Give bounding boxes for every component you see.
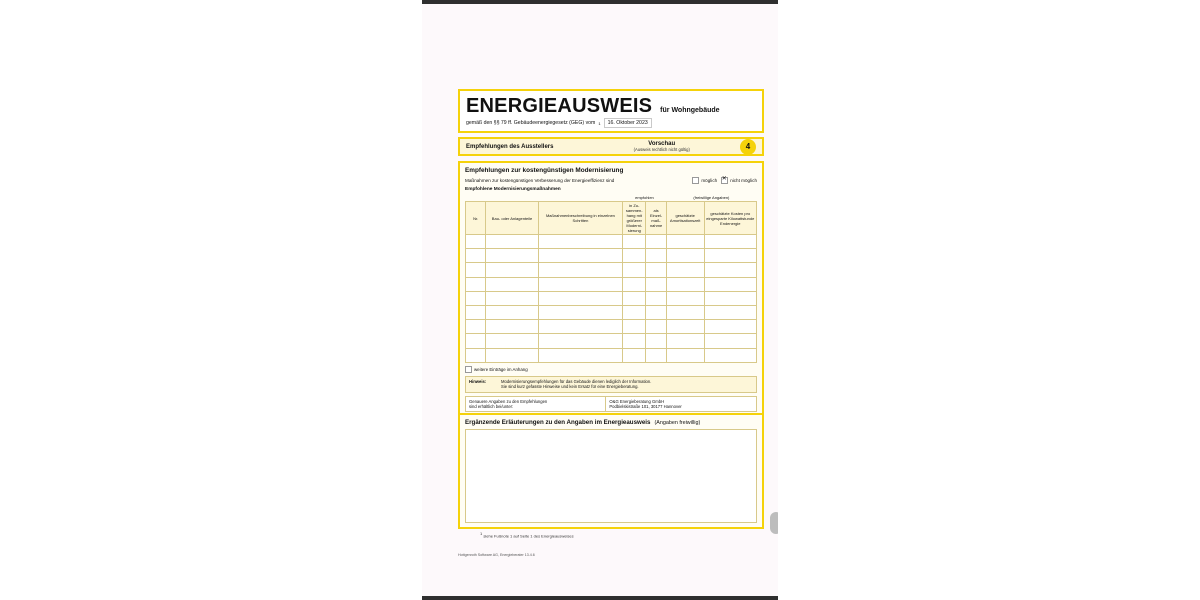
issuer-details (606, 397, 756, 412)
cell-with-modernisation[interactable] (623, 334, 646, 348)
cell-component[interactable] (486, 348, 538, 362)
cell-nr[interactable] (466, 249, 486, 263)
left-gutter (0, 0, 422, 600)
column-header-cost-per-kwh: geschätzte Kosten pro eingesparte Kilowattstunde Endenergie (704, 202, 756, 235)
cell-amortisation[interactable] (666, 348, 704, 362)
cell-cost-per-kwh[interactable] (704, 334, 756, 348)
checkbox-further-entries[interactable] (465, 366, 472, 373)
issuer-question-line1: Genauere Angaben zu den Empfehlungen (469, 398, 548, 404)
table-row[interactable] (466, 291, 757, 305)
law-reference-row (466, 118, 756, 128)
cell-with-modernisation[interactable] (623, 277, 646, 291)
checkbox-not-possible[interactable] (721, 177, 728, 184)
cell-cost-per-kwh[interactable] (704, 263, 756, 277)
law-reference-text: gemäß den §§ 79 ff. Gebäudeenergiegesetz (GEG) vom (466, 120, 596, 126)
cell-component[interactable] (486, 291, 538, 305)
imprint: Hottgenroth Software AG, Energieberater 13.4.6 (458, 553, 535, 557)
cell-description[interactable] (538, 235, 622, 249)
issuer-company-name: O&G Energieberatung GmbH (609, 398, 665, 404)
hinweis-label: Hinweis: (469, 378, 487, 384)
table-row[interactable] (466, 348, 757, 362)
cell-single-measure[interactable] (646, 277, 666, 291)
issuer-question-line2: sind erhältlich bei/unter: (469, 403, 514, 409)
column-header-with-modernisation: in Zusammenhang mit größerer Modernisierung (623, 202, 646, 235)
table-group-header-row (466, 194, 757, 202)
cell-description[interactable] (538, 334, 622, 348)
footnote-marker: 1 (480, 531, 483, 536)
document-subtitle: für Wohngebäude (660, 107, 720, 114)
group-header-voluntary: (freiwillige Angaben) (666, 194, 756, 202)
hinweis-text-line2: Sie sind kurz gefasste Hinweise und kein Ersatz für eine Energieberatung. (501, 384, 639, 390)
cell-nr[interactable] (466, 334, 486, 348)
cell-cost-per-kwh[interactable] (704, 235, 756, 249)
cell-with-modernisation[interactable] (623, 235, 646, 249)
further-entries-label: weitere Einträge im Anhang (474, 366, 528, 372)
page-number-badge: 4 (740, 139, 756, 155)
option-possible-label: möglich (701, 178, 718, 183)
cell-component[interactable] (486, 334, 538, 348)
table-header (466, 194, 757, 235)
cell-nr[interactable] (466, 305, 486, 319)
option-not-possible[interactable] (721, 177, 757, 184)
cell-amortisation[interactable] (666, 305, 704, 319)
cell-description[interactable] (538, 291, 622, 305)
cell-amortisation[interactable] (666, 277, 704, 291)
column-header-amortisation: geschätzte Amortisationszeit (666, 202, 704, 235)
cell-with-modernisation[interactable] (623, 348, 646, 362)
issuer-contact-box (465, 396, 757, 413)
cell-component[interactable] (486, 235, 538, 249)
option-not-possible-label: nicht möglich (730, 178, 757, 183)
cell-single-measure[interactable] (646, 320, 666, 334)
notes-input-area[interactable] (465, 429, 757, 523)
preview-title: Vorschau (648, 141, 676, 147)
cell-single-measure[interactable] (646, 305, 666, 319)
column-header-single-measure: als Einzelmaßnahme (646, 202, 666, 235)
table-body (466, 235, 757, 363)
card-title: Empfehlungen zur kostengünstigen Modernisierung (465, 167, 624, 174)
page-bottom-edge (422, 596, 778, 600)
table-row[interactable] (466, 277, 757, 291)
table-column-header-row (466, 202, 757, 235)
cell-description[interactable] (538, 277, 622, 291)
cell-cost-per-kwh[interactable] (704, 320, 756, 334)
law-reference-footnote-marker: 1 (598, 120, 601, 126)
cell-with-modernisation[interactable] (623, 305, 646, 319)
cell-component[interactable] (486, 277, 538, 291)
document-header (458, 89, 764, 133)
cell-component[interactable] (486, 249, 538, 263)
preview-note: (Ausweis rechtlich nicht gültig) (633, 147, 690, 152)
cell-description[interactable] (538, 249, 622, 263)
hinweis-text-line1: Modernisierungsempfehlungen für das Gebäude dienen lediglich der Information. (501, 378, 652, 384)
cell-component[interactable] (486, 263, 538, 277)
column-header-component: Bau- oder Anlagenteile (486, 202, 538, 235)
table-row[interactable] (466, 334, 757, 348)
cell-component[interactable] (486, 305, 538, 319)
title-row (466, 95, 756, 117)
measure-question-row (465, 177, 757, 184)
issuer-address: Podbielskistraße 101, 30177 Hannover (609, 403, 682, 409)
further-entries-row[interactable] (465, 366, 757, 373)
notes-subtitle: (Angaben freiwillig) (654, 420, 701, 426)
notes-title-row (465, 419, 757, 426)
cell-cost-per-kwh[interactable] (704, 291, 756, 305)
cell-description[interactable] (538, 305, 622, 319)
document-page (422, 0, 778, 600)
cell-amortisation[interactable] (666, 235, 704, 249)
hinweis-box (465, 376, 757, 393)
preview-indicator (583, 141, 740, 152)
measure-question-text: Maßnahmen zur kostengünstigen Verbesserung der Energieeffizienz sind (465, 178, 615, 183)
issuer-question (466, 397, 606, 412)
hinweis-text (501, 379, 651, 390)
option-possible[interactable] (692, 177, 717, 184)
cell-amortisation[interactable] (666, 249, 704, 263)
cell-with-modernisation[interactable] (623, 249, 646, 263)
page-top-edge (422, 0, 778, 4)
group-header-spacer (538, 194, 622, 202)
table-row[interactable] (466, 249, 757, 263)
table-row[interactable] (466, 320, 757, 334)
cell-single-measure[interactable] (646, 334, 666, 348)
cell-nr[interactable] (466, 235, 486, 249)
cell-cost-per-kwh[interactable] (704, 305, 756, 319)
scrollbar-thumb[interactable] (770, 512, 778, 534)
table-row[interactable] (466, 235, 757, 249)
cell-nr[interactable] (466, 291, 486, 305)
cell-single-measure[interactable] (646, 235, 666, 249)
cell-amortisation[interactable] (666, 263, 704, 277)
group-header-spacer (466, 194, 486, 202)
document-title: ENERGIEAUSWEIS (466, 95, 653, 117)
cell-cost-per-kwh[interactable] (704, 249, 756, 263)
column-header-description: Maßnahmenbeschreibung in einzelnen Schritten (538, 202, 622, 235)
cell-with-modernisation[interactable] (623, 320, 646, 334)
cell-nr[interactable] (466, 263, 486, 277)
section-header-bar (458, 137, 764, 156)
section-header-label: Empfehlungen des Ausstellers (466, 143, 554, 150)
modernisation-table (465, 194, 757, 363)
cell-component[interactable] (486, 320, 538, 334)
group-header-recommended: empfohlen (623, 194, 667, 202)
cell-nr[interactable] (466, 348, 486, 362)
table-row[interactable] (466, 305, 757, 319)
notes-title: Ergänzende Erläuterungen zu den Angaben im Energieausweis (465, 419, 651, 426)
cell-nr[interactable] (466, 277, 486, 291)
modernisation-recommendations-card (458, 161, 764, 418)
cell-single-measure[interactable] (646, 263, 666, 277)
cell-amortisation[interactable] (666, 291, 704, 305)
cell-single-measure[interactable] (646, 291, 666, 305)
cell-cost-per-kwh[interactable] (704, 348, 756, 362)
cell-nr[interactable] (466, 320, 486, 334)
cell-with-modernisation[interactable] (623, 291, 646, 305)
cell-amortisation[interactable] (666, 320, 704, 334)
footnote-text: siehe Fußnote 1 auf Seite 1 des Energieausweises (483, 533, 574, 539)
cell-single-measure[interactable] (646, 249, 666, 263)
footnote (480, 531, 574, 538)
table-row[interactable] (466, 263, 757, 277)
law-date-field: 16. Oktober 2023 (604, 118, 652, 128)
cell-single-measure[interactable] (646, 348, 666, 362)
cell-amortisation[interactable] (666, 334, 704, 348)
checkbox-possible[interactable] (692, 177, 699, 184)
table-section-label: Empfohlene Modernisierungsmaßnahmen (465, 187, 561, 192)
group-header-spacer (486, 194, 538, 202)
cell-description[interactable] (538, 348, 622, 362)
cell-description[interactable] (538, 320, 622, 334)
supplementary-notes-card (458, 413, 764, 529)
column-header-nr: Nr. (466, 202, 486, 235)
cell-with-modernisation[interactable] (623, 263, 646, 277)
cell-description[interactable] (538, 263, 622, 277)
cell-cost-per-kwh[interactable] (704, 277, 756, 291)
right-gutter (778, 0, 1200, 600)
